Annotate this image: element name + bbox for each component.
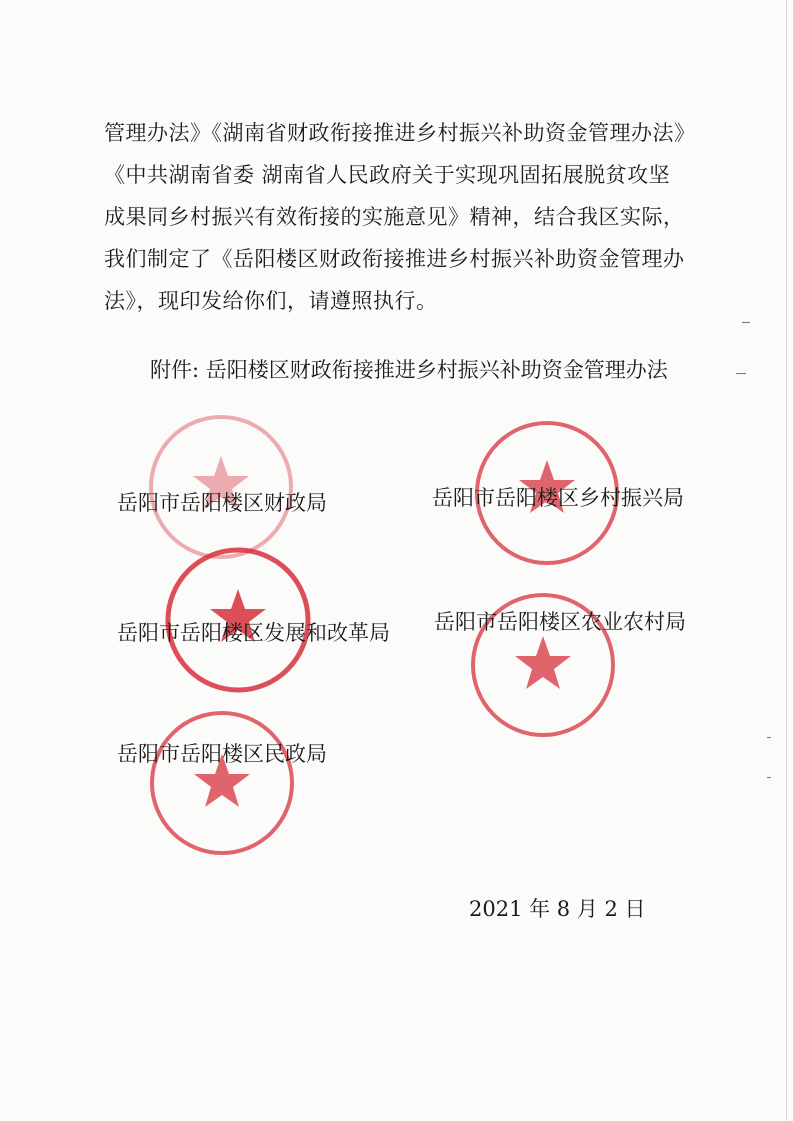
scan-speck [742,322,750,323]
body-line: 成果同乡村振兴有效衔接的实施意见》精神，结合我区实际， [104,205,685,229]
body-line: 我们制定了《岳阳楼区财政衔接推进乡村振兴补助资金管理办 [104,247,685,271]
scan-speck [767,737,771,738]
scan-speck [767,777,771,778]
body-line: 管理办法》《湖南省财政衔接推进乡村振兴补助资金管理办法》 [104,121,696,145]
scan-speck [736,373,746,374]
body-text [104,112,704,322]
attachment-line: 附件: 岳阳楼区财政衔接推进乡村振兴补助资金管理办法 [150,358,668,382]
office-finance: 岳阳市岳阳楼区财政局 [117,491,327,515]
office-civil-affairs: 岳阳市岳阳楼区民政局 [117,742,327,766]
office-rural-revitalization: 岳阳市岳阳楼区乡村振兴局 [432,486,684,510]
office-agriculture: 岳阳市岳阳楼区农业农村局 [434,610,686,634]
body-line: 法》，现印发给你们，请遵照执行。 [104,289,438,313]
civil-affairs-seal-stamp [147,708,297,858]
document-date: 2021 年 8 月 2 日 [469,897,646,921]
office-development-reform: 岳阳市岳阳楼区发展和改革局 [117,621,390,645]
body-line: 《中共湖南省委 湖南省人民政府关于实现巩固拓展脱贫攻坚 [104,163,671,187]
page-edge [786,0,787,1121]
